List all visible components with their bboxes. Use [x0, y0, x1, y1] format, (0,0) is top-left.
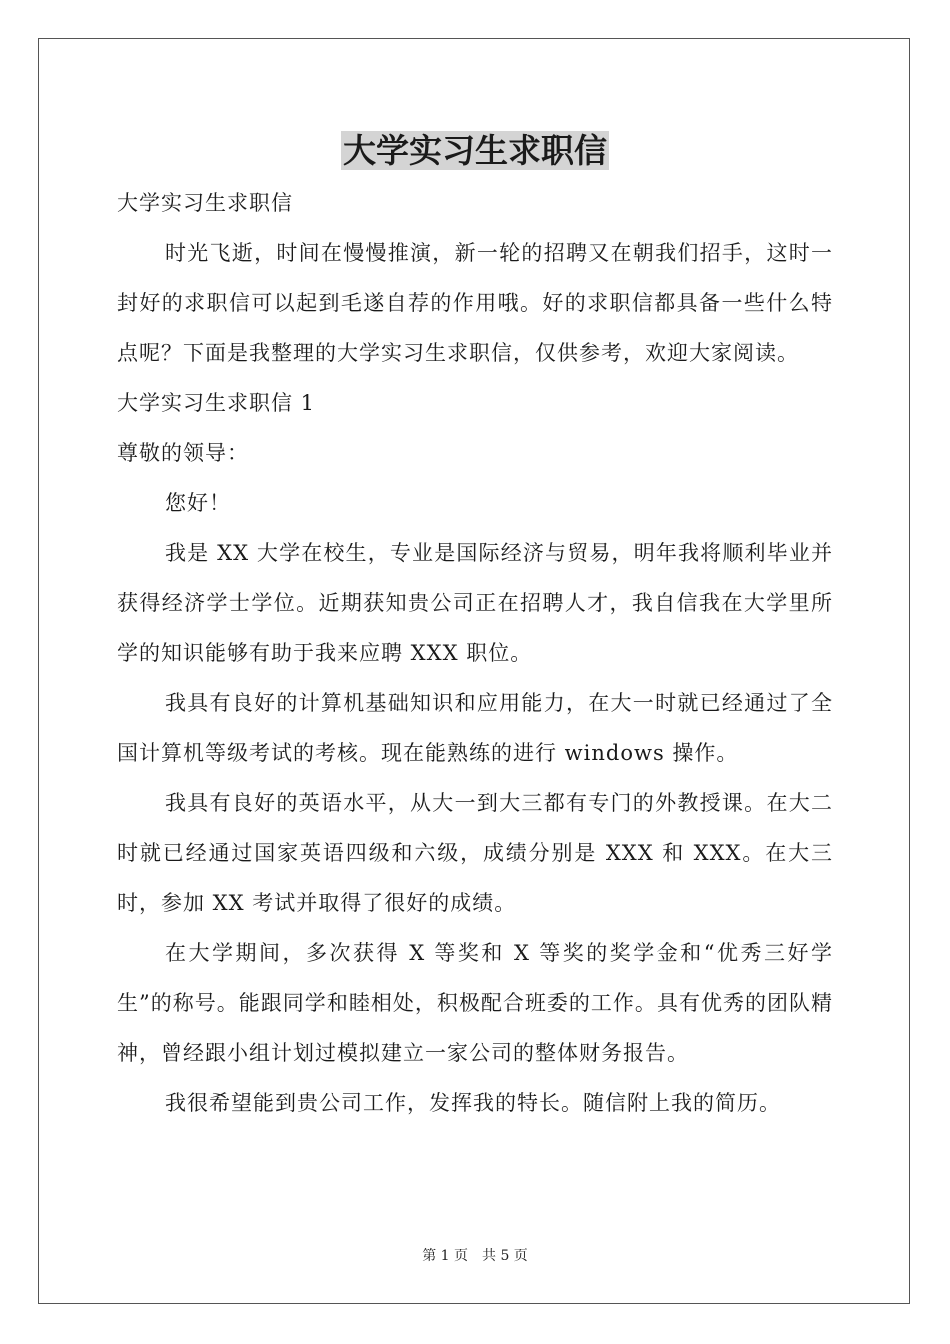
document-body	[117, 178, 833, 1128]
paragraph-body: 我是 XX 大学在校生，专业是国际经济与贸易，明年我将顺利毕业并获得经济学士学位。近期获知贵公司正在招聘人才，我自信我在大学里所学的知识能够有助于我来应聘 XXX 职位。	[117, 541, 833, 665]
page-number-total: 共 5 页	[482, 1248, 528, 1264]
paragraph-body: 在大学期间，多次获得 X 等奖和 X 等奖的奖学金和“优秀三好学生”的称号。能跟同学和睦相处，积极配合班委的工作。具有优秀的团队精神，曾经跟小组计划过模拟建立一家公司的整体财务报告。	[117, 941, 833, 1065]
paragraph-letter-heading: 大学实习生求职信 1	[117, 391, 316, 415]
paragraph-body: 我很希望能到贵公司工作，发挥我的特长。随信附上我的简历。	[165, 1091, 781, 1115]
paragraph-body: 我具有良好的计算机基础知识和应用能力，在大一时就已经通过了全国计算机等级考试的考核。现在能熟练的进行 windows 操作。	[117, 691, 833, 765]
paragraph-body: 我具有良好的英语水平，从大一到大三都有专门的外教授课。在大二时就已经通过国家英语四级和六级，成绩分别是 XXX 和 XXX。在大三时，参加 XX 考试并取得了很好的成绩。	[117, 791, 833, 915]
page-footer	[0, 1246, 950, 1266]
paragraph-greeting: 您好！	[165, 491, 231, 515]
paragraph-intro: 时光飞逝，时间在慢慢推演，新一轮的招聘又在朝我们招手，这时一封好的求职信可以起到毛遂自荐的作用哦。好的求职信都具备一些什么特点呢？下面是我整理的大学实习生求职信，仅供参考，欢迎大家阅读。	[117, 241, 833, 365]
paragraph-salutation: 尊敬的领导：	[117, 441, 249, 465]
document-title-text: 大学实习生求职信	[343, 131, 607, 170]
page-number-current: 第 1 页	[422, 1248, 468, 1264]
document-title	[0, 126, 950, 176]
paragraph-heading: 大学实习生求职信	[117, 191, 293, 215]
